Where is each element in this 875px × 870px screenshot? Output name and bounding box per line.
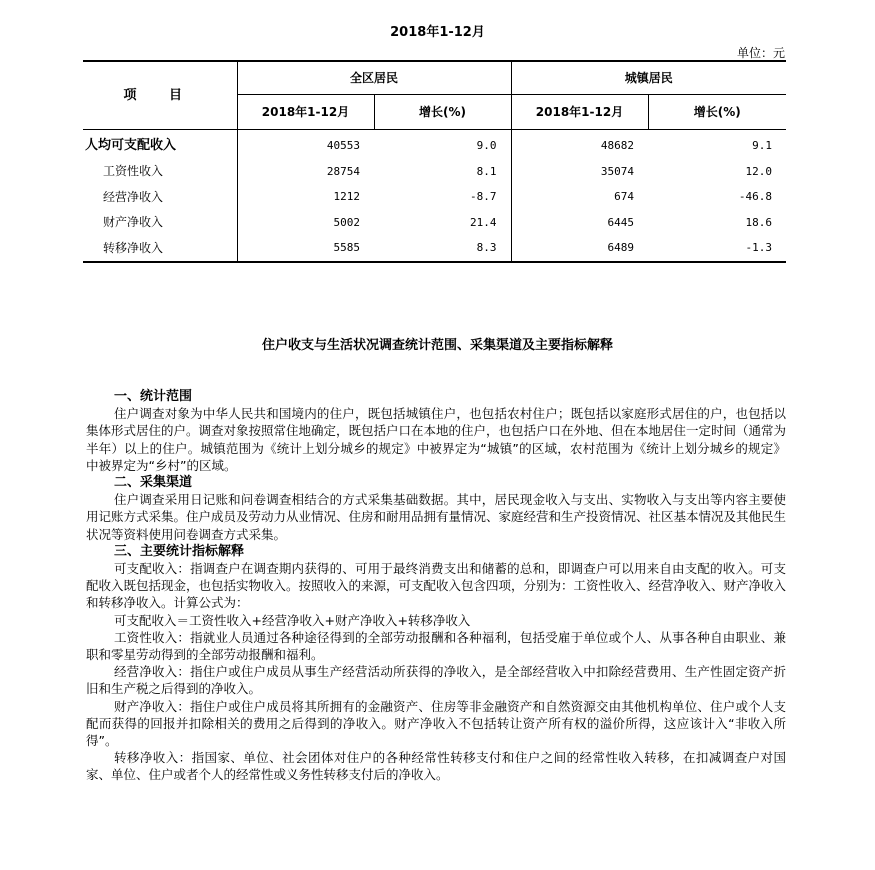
- section-paragraph: 转移净收入：指国家、单位、社会团体对住户的各种经常性转移支付和住户之间的经常性收入转移，在扣减调查户对国家、单位、住户或者个人的经常性或义务性转移支付后的净收入。: [86, 750, 786, 783]
- cell-urban-growth: -1.3: [745, 241, 772, 255]
- row-label: 人均可支配收入: [83, 130, 237, 159]
- cell-urban-growth: 18.6: [745, 215, 772, 229]
- cell-urban-growth: 12.0: [745, 164, 772, 178]
- row-label: 工资性收入: [83, 159, 237, 185]
- row-label: 转移净收入: [83, 235, 237, 262]
- cell-urban-year: 48682: [600, 139, 634, 153]
- table-row: [83, 210, 786, 236]
- cell-all-year: 40553: [326, 139, 360, 153]
- cell-all-year: 5002: [333, 215, 360, 229]
- table-row: [83, 159, 786, 185]
- section-paragraph: 经营净收入：指住户或住户成员从事生产经营活动所获得的净收入，是全部经营收入中扣除经营费用、生产性固定资产折旧和生产税之后得到的净收入。: [86, 664, 786, 697]
- row-label: 经营净收入: [83, 184, 237, 210]
- cell-urban-year: 6489: [607, 241, 634, 255]
- group-header-urban: 城镇居民: [511, 61, 786, 95]
- section-paragraph: 可支配收入：指调查户在调查期内获得的、可用于最终消费支出和储蓄的总和，即调查户可以用来自由支配的收入。可支配收入既包括现金，也包括实物收入。按照收入的来源，可支配收入包含四项，分别为：工资性收入、经营净收入、财产净收入和转移净收入。计算公式为：: [86, 561, 787, 611]
- notes-title: 住户收支与生活状况调查统计范围、采集渠道及主要指标解释: [261, 338, 613, 353]
- cell-all-year: 1212: [333, 190, 360, 204]
- section-paragraph: 住户调查对象为中华人民共和国境内的住户，既包括城镇住户，也包括农村住户；既包括以家庭形式居住的户，也包括以集体形式居住的户。调查对象按照常住地确定，既包括户口在本地的住户，也包括户口在外地、但在本地居住一定时间（通常为半年）以上的住户。城镇范围为《统计上划分城乡的规定》中被界定为“城镇”的区域，农村范围为《统计上划分城乡的规定》中被界定为“乡村”的区域。: [86, 406, 787, 473]
- cell-urban-year: 35074: [600, 164, 634, 178]
- group-header-all: 全区居民: [237, 61, 511, 95]
- table-row: [83, 130, 786, 159]
- unit-label: 单位：元: [736, 46, 785, 60]
- section-heading: 二、采集渠道: [114, 475, 193, 491]
- cell-all-year: 28754: [326, 164, 360, 178]
- section-paragraph: 住户调查采用日记账和问卷调查相结合的方式采集基础数据。其中，居民现金收入与支出、实物收入与支出等内容主要使用记账方式采集。住户成员及劳动力从业情况、住房和耐用品拥有量情况、家庭经营和生产投资情况、社区基本情况及其他民生状况等资料使用问卷调查方式采集。: [86, 492, 787, 542]
- section-paragraph: 工资性收入：指就业人员通过各种途径得到的全部劳动报酬和各种福利，包括受雇于单位或个人、从事各种自由职业、兼职和零星劳动得到的全部劳动报酬和福利。: [86, 629, 786, 663]
- cell-urban-growth: 9.1: [752, 139, 772, 153]
- cell-all-growth: 21.4: [374, 210, 511, 236]
- cell-all-year: 5585: [333, 241, 360, 255]
- cell-all-growth: -8.7: [374, 184, 511, 210]
- cell-all-growth: 8.1: [374, 159, 511, 185]
- cell-urban-year: 674: [614, 190, 634, 204]
- section-heading: 三、主要统计指标解释: [114, 543, 245, 559]
- cell-urban-growth: -46.8: [738, 190, 772, 204]
- sub-header-urban-growth: 增长(%): [648, 95, 786, 130]
- period-title: 2018年1-12月: [390, 25, 485, 40]
- sub-header-all-growth: 增长(%): [374, 95, 511, 130]
- sub-header-all-year: 2018年1-12月: [237, 95, 374, 130]
- section-paragraph: 财产净收入：指住户或住户成员将其所拥有的金融资产、住房等非金融资产和自然资源交由其他机构单位、住户或个人支配而获得的回报并扣除相关的费用之后得到的净收入。财产净收入不包括转让资产所有权的溢价所得，这应该计入“非收入所得”。: [86, 698, 786, 749]
- formula-line: 可支配收入＝工资性收入+经营净收入+财产净收入+转移净收入: [114, 612, 471, 628]
- item-header: 项 目: [83, 61, 237, 130]
- income-table: [83, 60, 786, 263]
- cell-all-growth: 9.0: [374, 130, 511, 159]
- row-label: 财产净收入: [83, 210, 237, 236]
- notes-body: [86, 388, 786, 784]
- cell-urban-year: 6445: [607, 215, 634, 229]
- section-heading: 一、统计范围: [114, 389, 193, 404]
- cell-all-growth: 8.3: [374, 235, 511, 262]
- sub-header-urban-year: 2018年1-12月: [511, 95, 648, 130]
- table-row: [83, 235, 786, 262]
- table-row: [83, 184, 786, 210]
